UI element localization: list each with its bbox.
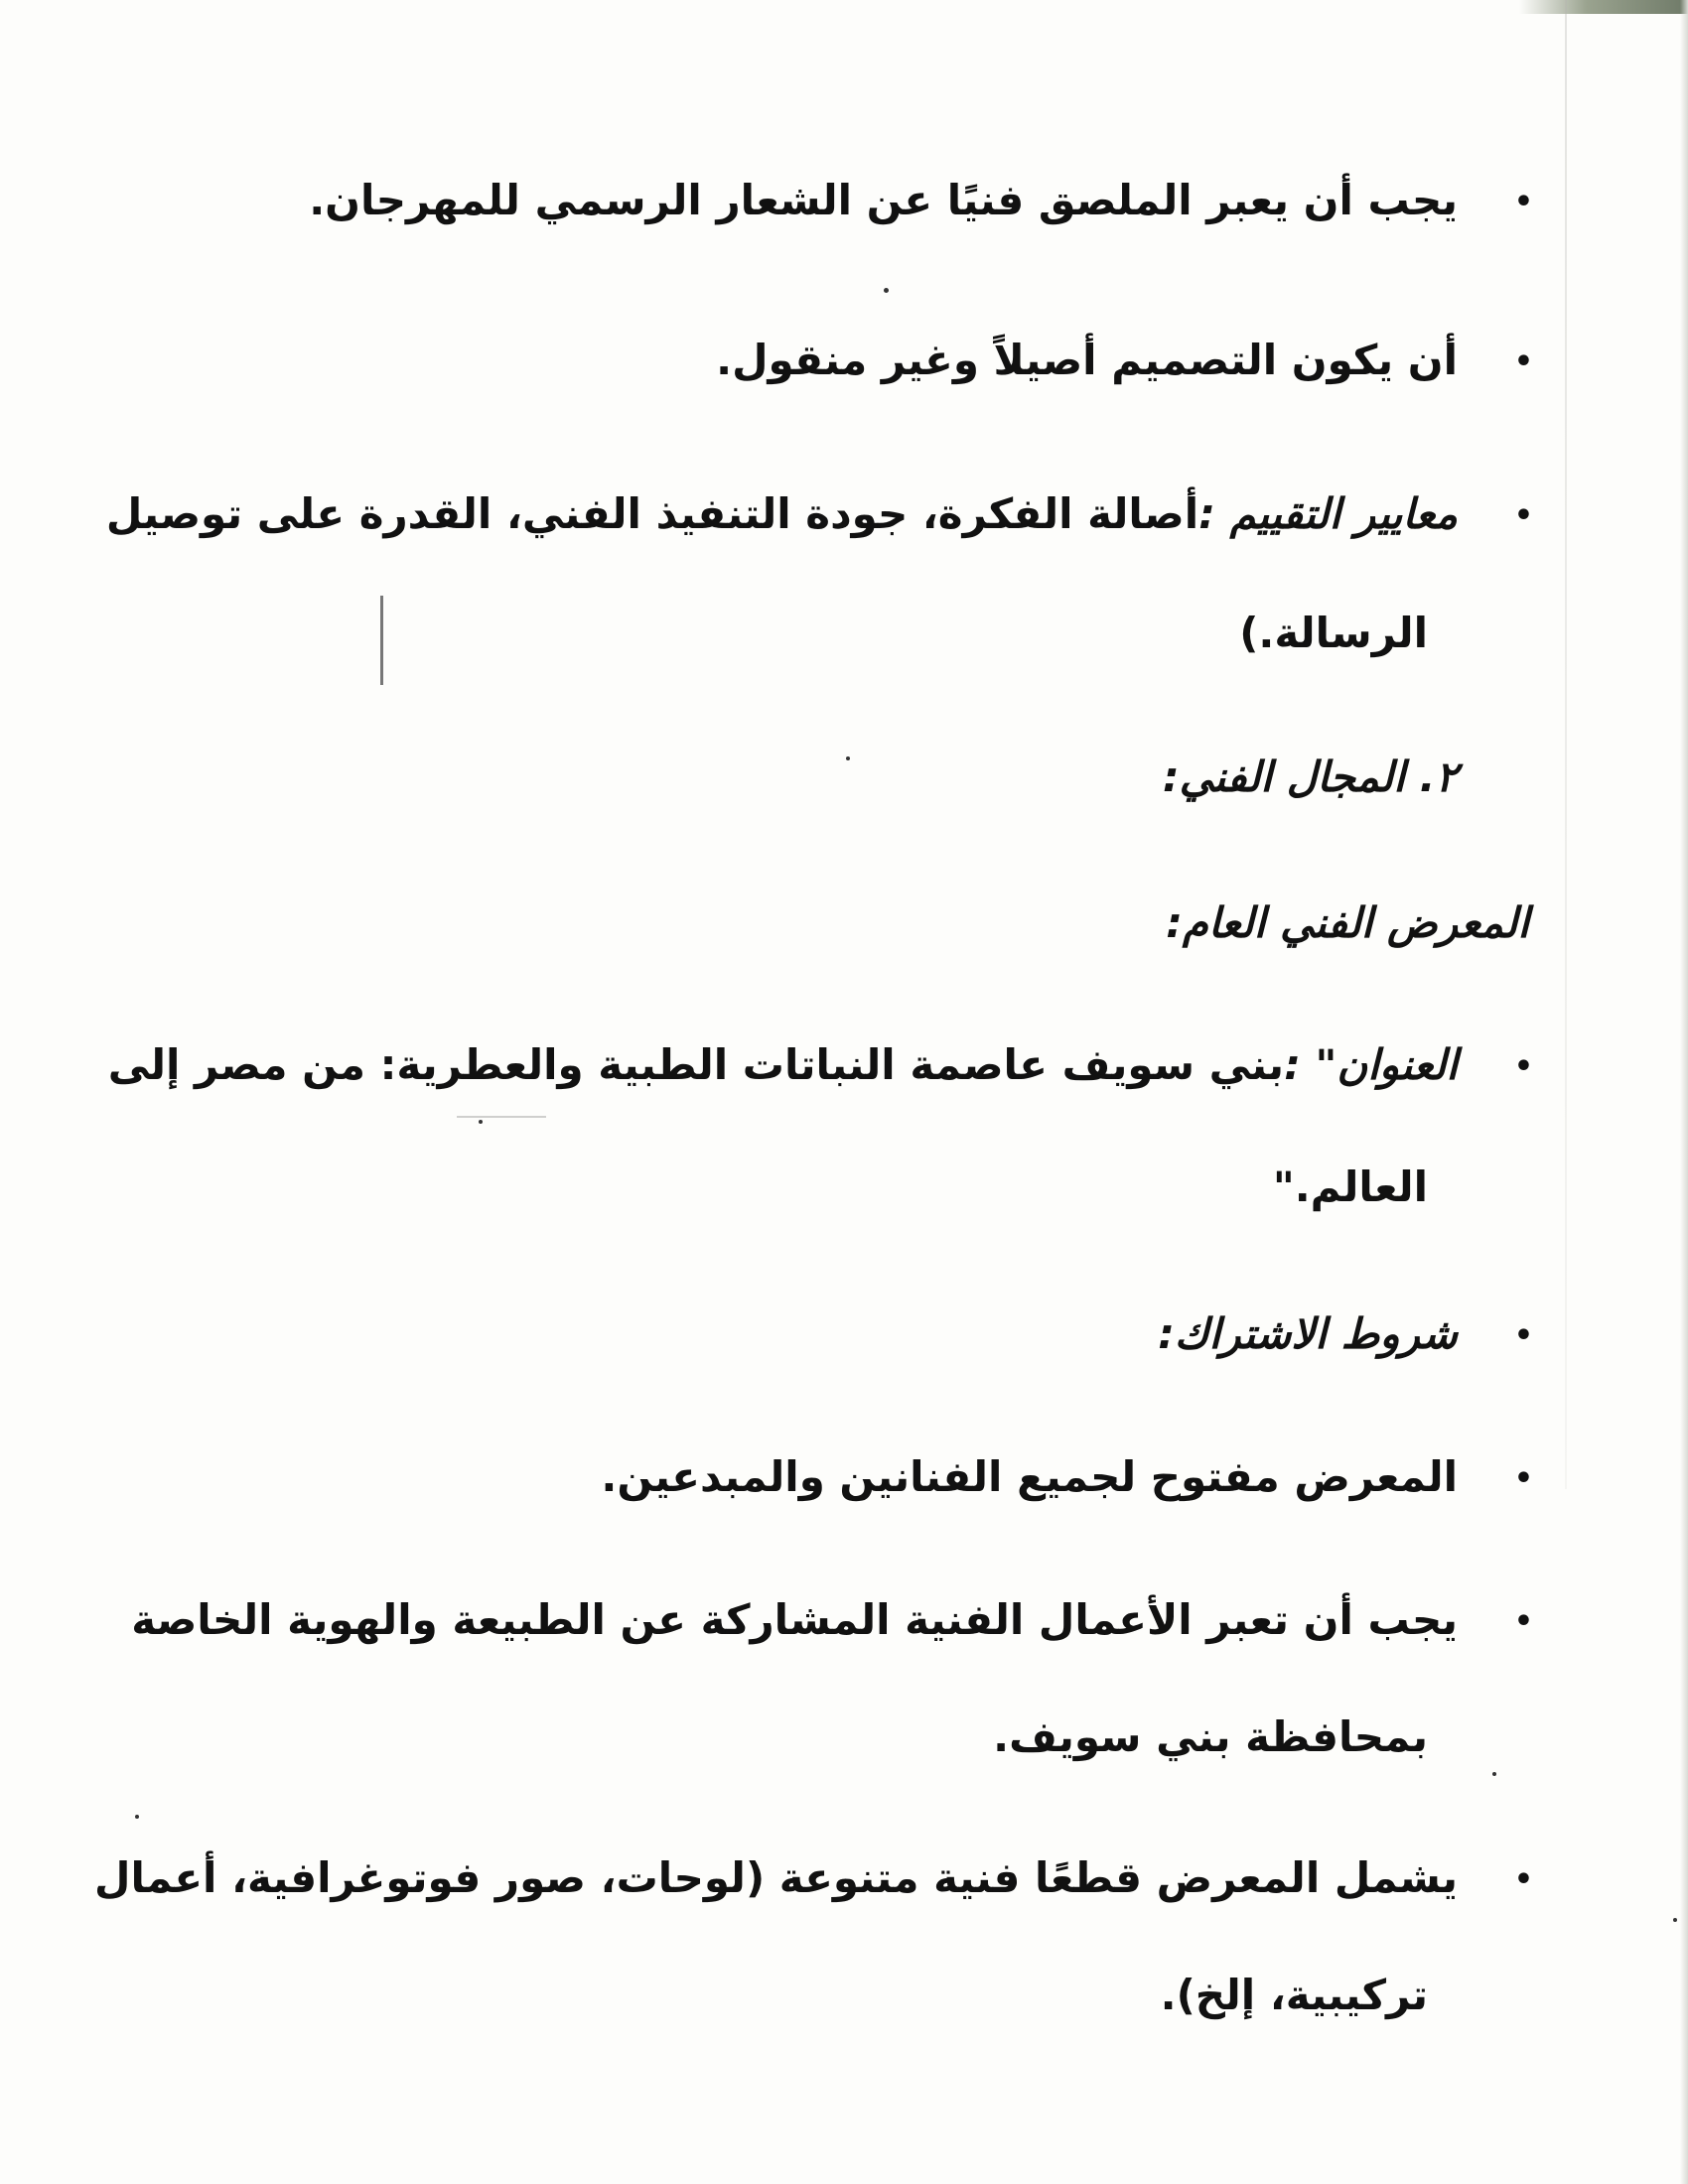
- bullet-marker: •: [1513, 1049, 1533, 1084]
- list-item-text: أن يكون التصميم أصيلاً وغير منقول.: [716, 336, 1458, 384]
- section-heading: ٢. المجال الفني:: [1162, 752, 1458, 801]
- scan-speck: [1492, 1772, 1496, 1776]
- scan-edge-right: [1680, 0, 1688, 2184]
- scan-speck: [1673, 1918, 1677, 1922]
- bullet-marker: •: [1513, 1862, 1533, 1897]
- list-item-text: يجب أن يعبر الملصق فنيًا عن الشعار الرسمي للمهرجان.: [309, 176, 1458, 224]
- list-item: [716, 333, 1533, 388]
- list-item-text: بني سويف عاصمة النباتات الطبية والعطرية: من مصر إلى: [107, 1040, 1285, 1089]
- list-item: [94, 1850, 1533, 1906]
- list-item-continuation: العالم.": [1272, 1162, 1428, 1211]
- conditions-label: شروط الاشتراك:: [1158, 1309, 1458, 1358]
- list-item-continuation: الرسالة.): [1239, 609, 1428, 657]
- list-item-text: أصالة الفكرة، جودة التنفيذ الفني، القدرة على توصيل: [105, 489, 1199, 538]
- list-item: [1158, 1306, 1533, 1362]
- subsection-heading: المعرض الفني العام:: [1166, 898, 1529, 947]
- list-item: [601, 1449, 1533, 1505]
- scan-speck: [135, 1815, 139, 1819]
- list-item-text: يشمل المعرض قطعًا فنية متنوعة (لوحات، صور فوتوغرافية، أعمال: [94, 1853, 1458, 1902]
- bullet-marker: •: [1513, 185, 1533, 219]
- list-item-text: المعرض مفتوح لجميع الفنانين والمبدعين.: [601, 1452, 1458, 1501]
- scan-mark: [457, 1116, 546, 1118]
- scan-mark: [380, 596, 383, 685]
- list-item-continuation: بمحافظة بني سويف.: [993, 1712, 1428, 1761]
- list-item: [107, 1037, 1533, 1093]
- scan-speck: [846, 756, 850, 760]
- bullet-marker: •: [1513, 1318, 1533, 1353]
- list-item-text: يجب أن تعبر الأعمال الفنية المشاركة عن الطبيعة والهوية الخاصة: [131, 1595, 1458, 1644]
- bullet-marker: •: [1513, 1461, 1533, 1496]
- scan-speck: [479, 1120, 483, 1124]
- list-item: [105, 486, 1533, 542]
- criteria-label: معايير التقييم :: [1198, 489, 1458, 538]
- title-label: العنوان" :: [1284, 1040, 1458, 1089]
- scan-speck: [884, 288, 889, 293]
- bullet-marker: •: [1513, 1604, 1533, 1639]
- fold-line: [1565, 0, 1567, 1489]
- list-item: [309, 173, 1533, 228]
- bullet-marker: •: [1513, 498, 1533, 533]
- bullet-marker: •: [1513, 344, 1533, 379]
- list-item: [131, 1592, 1533, 1648]
- list-item-continuation: تركيبية، إلخ).: [1160, 1971, 1428, 2019]
- scan-edge-top: [1519, 0, 1688, 14]
